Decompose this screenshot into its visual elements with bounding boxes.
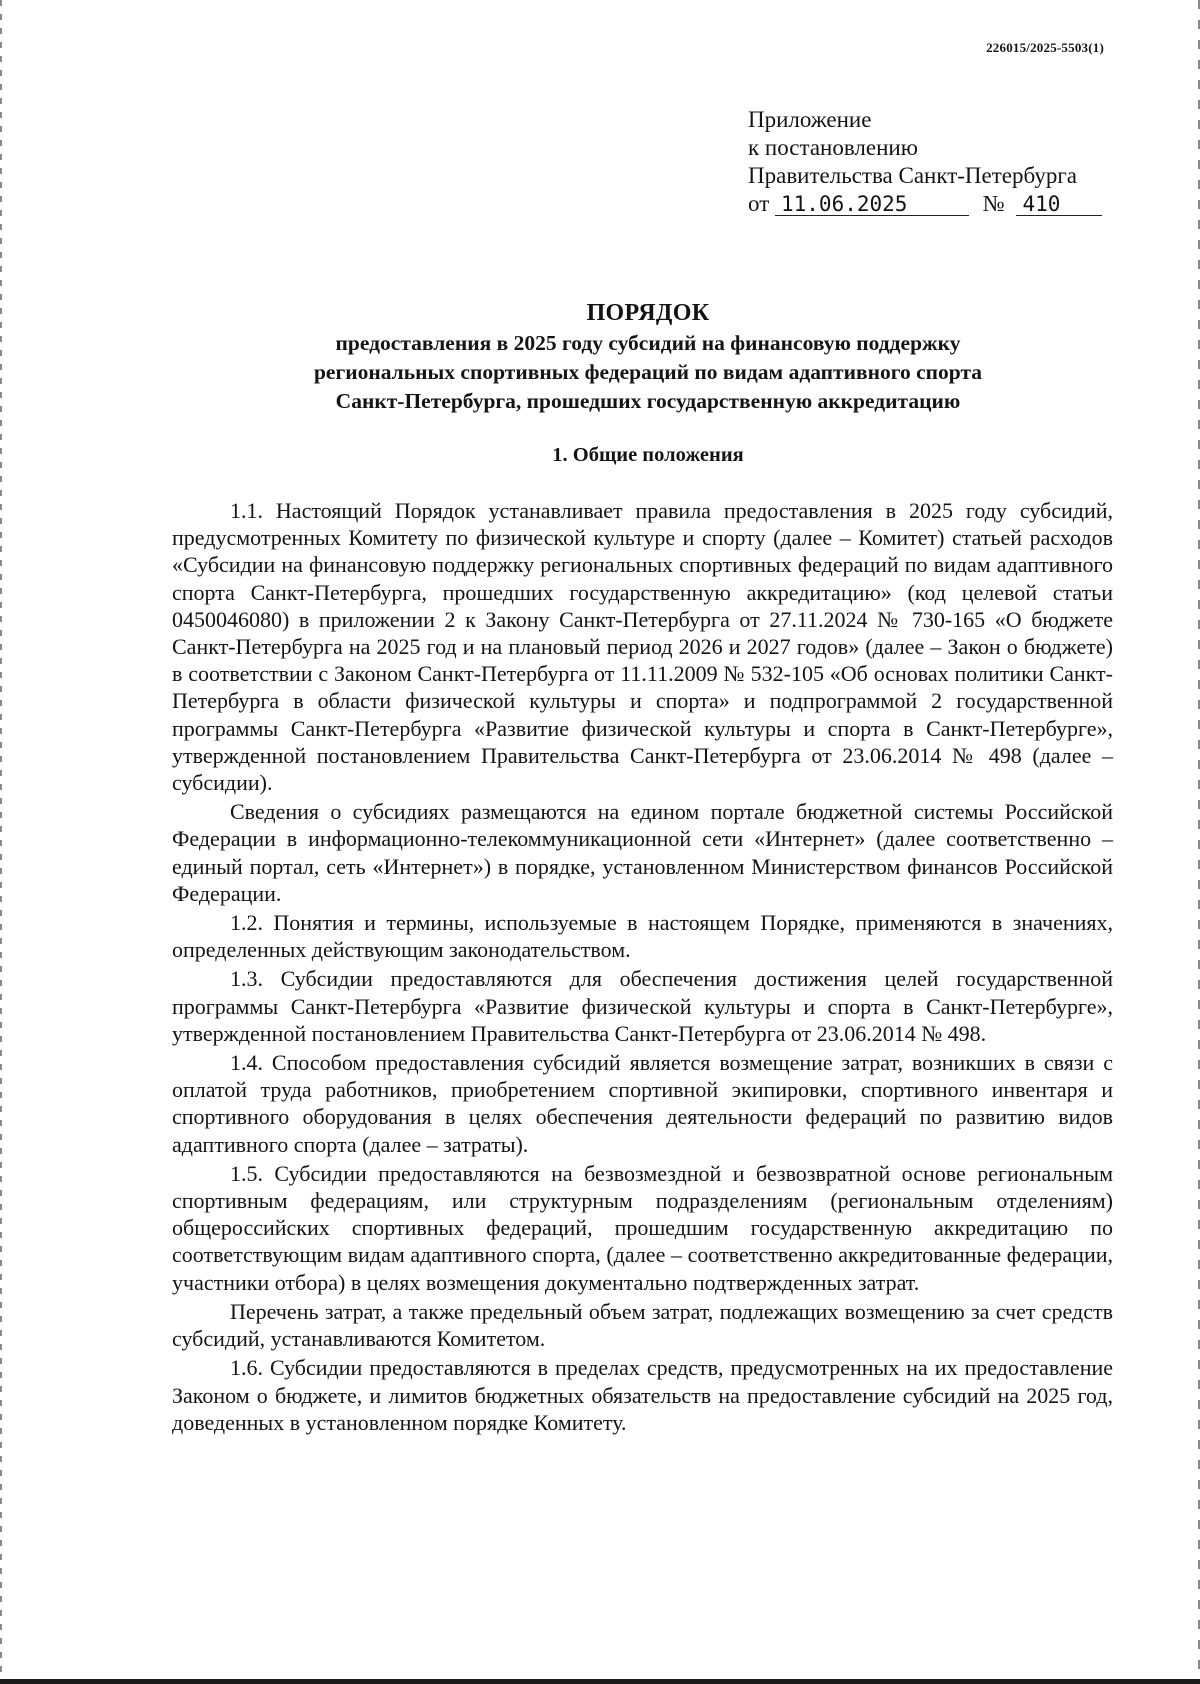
- paragraph-costs: Перечень затрат, а также предельный объем затрат, подлежащих возмещению за счет средств субсидий, устанавливаются Комитетом.: [172, 1298, 1113, 1352]
- number-sign: №: [982, 191, 1005, 216]
- document-registration-number: 226015/2025-5503(1): [986, 40, 1104, 55]
- title-main: ПОРЯДОК: [586, 300, 710, 326]
- title-subtitle-line-1: предоставления в 2025 году субсидий на финансовую поддержку: [335, 331, 961, 355]
- appendix-block: [748, 106, 1148, 218]
- title-subtitle-line-3: Санкт-Петербурга, прошедших государственную аккредитацию: [335, 389, 961, 413]
- paragraph-1-5: 1.5. Субсидии предоставляются на безвозмездной и безвозвратной основе региональным спортивным федерациям, или структурным подразделениям (региональным отделениям) общероссийских спортивных федераций, прошедшим государственную аккредитацию по соответствующим видам адаптивного спорта, (далее – соответственно аккредитованные федерации, участники отбора) в целях возмещения документально подтвержденных затрат.: [172, 1160, 1113, 1295]
- paragraph-1-3: 1.3. Субсидии предоставляются для обеспечения достижения целей государственной программы Санкт-Петербурга «Развитие физической культуры и спорта в Санкт-Петербурге», утвержденной постановлением Правительства Санкт-Петербурга от 23.06.2014 № 498.: [172, 966, 1113, 1046]
- resolution-date: 11.06.2025: [775, 193, 969, 216]
- paragraph-1-4: 1.4. Способом предоставления субсидий является возмещение затрат, возникших в связи с оплатой труда работников, приобретением спортивной экипировки, спортивного инвентаря и спортивного оборудования в целях обеспечения деятельности федераций по развитию видов адаптивного спорта (далее – затраты).: [172, 1050, 1113, 1157]
- paragraph-1-1: 1.1. Настоящий Порядок устанавливает правила предоставления в 2025 году субсидий, предусмотренных Комитету по физической культуре и спорту (далее – Комитет) статьей расходов «Субсидии на финансовую поддержку региональных спортивных федераций по видам адаптивного спорта Санкт-Петербурга, прошедших государственную аккредитацию» (код целевой статьи 0450046080) в приложении 2 к Закону Санкт-Петербурга от 27.11.2024 № 730-165 «О бюджете Санкт-Петербурга на 2025 год и на плановый период 2026 и 2027 годов» (далее – Закон о бюджете) в соответствии с Законом Санкт-Петербурга от 11.11.2009 № 532-105 «Об основах политики Санкт-Петербурга в области физической культуры и спорта» и подпрограммой 2 государственной программы Санкт-Петербурга «Развитие физической культуры и спорта в Санкт-Петербурге», утвержденной постановлением Правительства Санкт-Петербурга от 23.06.2014 № 498 (далее – субсидии).: [172, 498, 1113, 796]
- resolution-number: 410: [1016, 193, 1102, 216]
- paragraph-1-2: 1.2. Понятия и термины, используемые в настоящем Порядке, применяются в значениях, определенных действующим законодательством.: [172, 910, 1113, 963]
- appendix-line-1: Приложение: [748, 107, 872, 132]
- paragraph-info: Сведения о субсидиях размещаются на едином портале бюджетной системы Российской Федерации в информационно-телекоммуникационной сети «Интернет» (далее соответственно – единый портал, сеть «Интернет») в порядке, установленном Министерством финансов Российской Федерации.: [172, 799, 1113, 906]
- document-body: [172, 497, 1113, 1438]
- section-heading: 1. Общие положения: [552, 444, 744, 466]
- appendix-date-line: [748, 190, 1148, 218]
- document-title: [172, 298, 1124, 415]
- title-subtitle-line-2: региональных спортивных федераций по видам адаптивного спорта: [313, 360, 983, 384]
- appendix-line-3: Правительства Санкт-Петербурга: [748, 163, 1077, 188]
- paragraph-1-6: 1.6. Субсидии предоставляются в пределах средств, предусмотренных на их предоставление Законом о бюджете, и лимитов бюджетных обязательств на предоставление субсидий на 2025 год, доведенных в установленном порядке Комитету.: [172, 1355, 1113, 1435]
- scan-bottom-edge: [0, 1679, 1200, 1684]
- appendix-line-2: к постановлению: [748, 135, 918, 160]
- scan-edge-left: [0, 0, 2, 1684]
- date-prefix: от: [748, 191, 770, 216]
